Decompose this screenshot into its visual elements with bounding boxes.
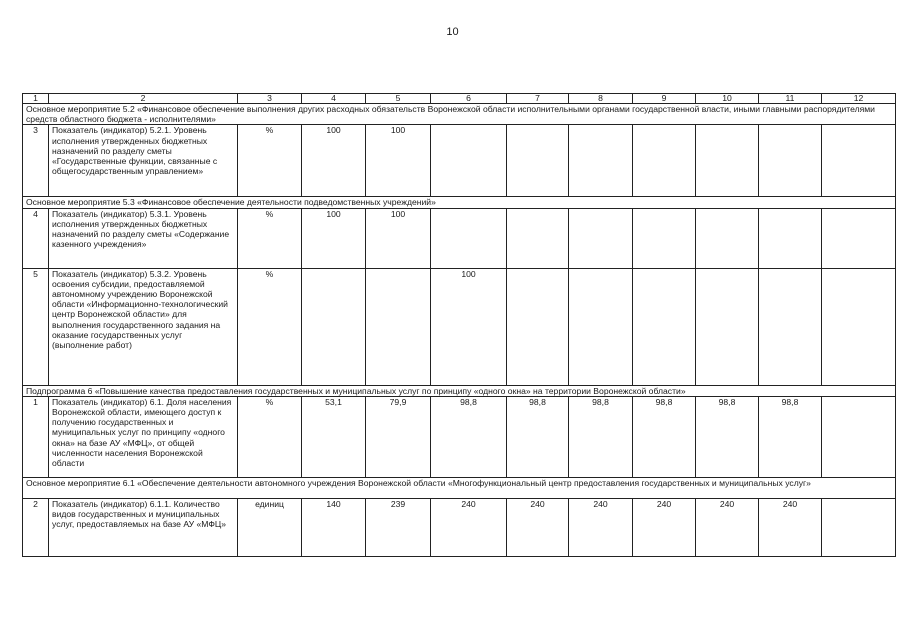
- value-cell: [822, 125, 896, 197]
- column-header: 7: [507, 94, 569, 104]
- value-cell: 140: [302, 498, 366, 556]
- value-cell: [696, 125, 759, 197]
- section-title: Основное мероприятие 5.2 «Финансовое обеспечение выполнения других расходных обязательств Воронежской области исполнительными органами государственной власти, иными главными распорядителями средств областного бюджета - исполнителями»: [23, 104, 896, 125]
- unit-cell: единиц: [238, 498, 302, 556]
- value-cell: [507, 125, 569, 197]
- value-cell: [696, 268, 759, 385]
- value-cell: 240: [759, 498, 822, 556]
- section-row: [23, 477, 896, 498]
- value-cell: [633, 125, 696, 197]
- value-cell: 240: [569, 498, 633, 556]
- value-cell: [569, 125, 633, 197]
- indicator-name: Показатель (индикатор) 6.1.1. Количество видов государственных и муниципальных услуг, предоставляемых на базе АУ «МФЦ»: [49, 498, 238, 556]
- unit-cell: %: [238, 208, 302, 268]
- row-number: 4: [23, 208, 49, 268]
- column-header: 5: [366, 94, 431, 104]
- unit-cell: %: [238, 125, 302, 197]
- value-cell: [696, 208, 759, 268]
- page-number: 10: [446, 26, 459, 38]
- indicator-row: [23, 125, 896, 197]
- indicator-name: Показатель (индикатор) 5.3.1. Уровень исполнения утвержденных бюджетных назначений по разделу сметы «Содержание казенного учреждения»: [49, 208, 238, 268]
- value-cell: 98,8: [696, 396, 759, 477]
- value-cell: [759, 208, 822, 268]
- column-header: 10: [696, 94, 759, 104]
- value-cell: [633, 268, 696, 385]
- column-header: 12: [822, 94, 896, 104]
- value-cell: 98,8: [759, 396, 822, 477]
- indicator-name: Показатель (индикатор) 5.2.1. Уровень исполнения утвержденных бюджетных назначений по разделу сметы «Государственные функции, связанные с общегосударственным управлением»: [49, 125, 238, 197]
- section-row: [23, 385, 896, 396]
- value-cell: 79,9: [366, 396, 431, 477]
- value-cell: [759, 125, 822, 197]
- value-cell: 98,8: [507, 396, 569, 477]
- section-row: [23, 104, 896, 125]
- row-number: 1: [23, 396, 49, 477]
- row-number: 5: [23, 268, 49, 385]
- value-cell: 240: [696, 498, 759, 556]
- value-cell: [822, 208, 896, 268]
- value-cell: [431, 125, 507, 197]
- section-row: [23, 197, 896, 208]
- value-cell: 240: [633, 498, 696, 556]
- column-header: 1: [23, 94, 49, 104]
- value-cell: 100: [302, 208, 366, 268]
- value-cell: [366, 268, 431, 385]
- value-cell: 240: [507, 498, 569, 556]
- value-cell: [507, 268, 569, 385]
- indicator-name: Показатель (индикатор) 5.3.2. Уровень освоения субсидии, предоставляемой автономному учреждению Воронежской области «Информационно-технологический центр Воронежской области» для выполнения государственного задания на оказание государственных услуг (выполнение работ): [49, 268, 238, 385]
- value-cell: [507, 208, 569, 268]
- section-title: Основное мероприятие 5.3 «Финансовое обеспечение деятельности подведомственных учреждений»: [23, 197, 896, 208]
- value-cell: 98,8: [633, 396, 696, 477]
- value-cell: [759, 268, 822, 385]
- indicator-row: [23, 268, 896, 385]
- value-cell: 100: [302, 125, 366, 197]
- value-cell: [822, 396, 896, 477]
- value-cell: 98,8: [569, 396, 633, 477]
- column-header: 11: [759, 94, 822, 104]
- unit-cell: %: [238, 396, 302, 477]
- column-header: 3: [238, 94, 302, 104]
- value-cell: [431, 208, 507, 268]
- value-cell: [569, 268, 633, 385]
- column-header: 2: [49, 94, 238, 104]
- row-number: 3: [23, 125, 49, 197]
- value-cell: 53,1: [302, 396, 366, 477]
- section-title: Подпрограмма 6 «Повышение качества предоставления государственных и муниципальных услуг по принципу «одного окна» на территории Воронежской области»: [23, 385, 896, 396]
- value-cell: [822, 498, 896, 556]
- column-header: 9: [633, 94, 696, 104]
- indicator-name: Показатель (индикатор) 6.1. Доля населения Воронежской области, имеющего доступ к получению государственных и муниципальных услуг по принципу «одного окна» на базе АУ «МФЦ», от общей численности населения Воронежской области: [49, 396, 238, 477]
- section-title: Основное мероприятие 6.1 «Обеспечение деятельности автономного учреждения Воронежской области «Многофункциональный центр предоставления государственных и муниципальных услуг»: [23, 477, 896, 498]
- value-cell: 100: [366, 125, 431, 197]
- unit-cell: %: [238, 268, 302, 385]
- value-cell: 98,8: [431, 396, 507, 477]
- value-cell: [569, 208, 633, 268]
- column-header: 6: [431, 94, 507, 104]
- row-number: 2: [23, 498, 49, 556]
- indicator-row: [23, 396, 896, 477]
- indicator-row: [23, 208, 896, 268]
- value-cell: 240: [431, 498, 507, 556]
- indicator-row: [23, 498, 896, 556]
- header-row: [23, 94, 896, 104]
- value-cell: 100: [366, 208, 431, 268]
- value-cell: [633, 208, 696, 268]
- column-header: 8: [569, 94, 633, 104]
- value-cell: 239: [366, 498, 431, 556]
- value-cell: [822, 268, 896, 385]
- value-cell: 100: [431, 268, 507, 385]
- column-header: 4: [302, 94, 366, 104]
- indicators-table: [22, 93, 896, 557]
- value-cell: [302, 268, 366, 385]
